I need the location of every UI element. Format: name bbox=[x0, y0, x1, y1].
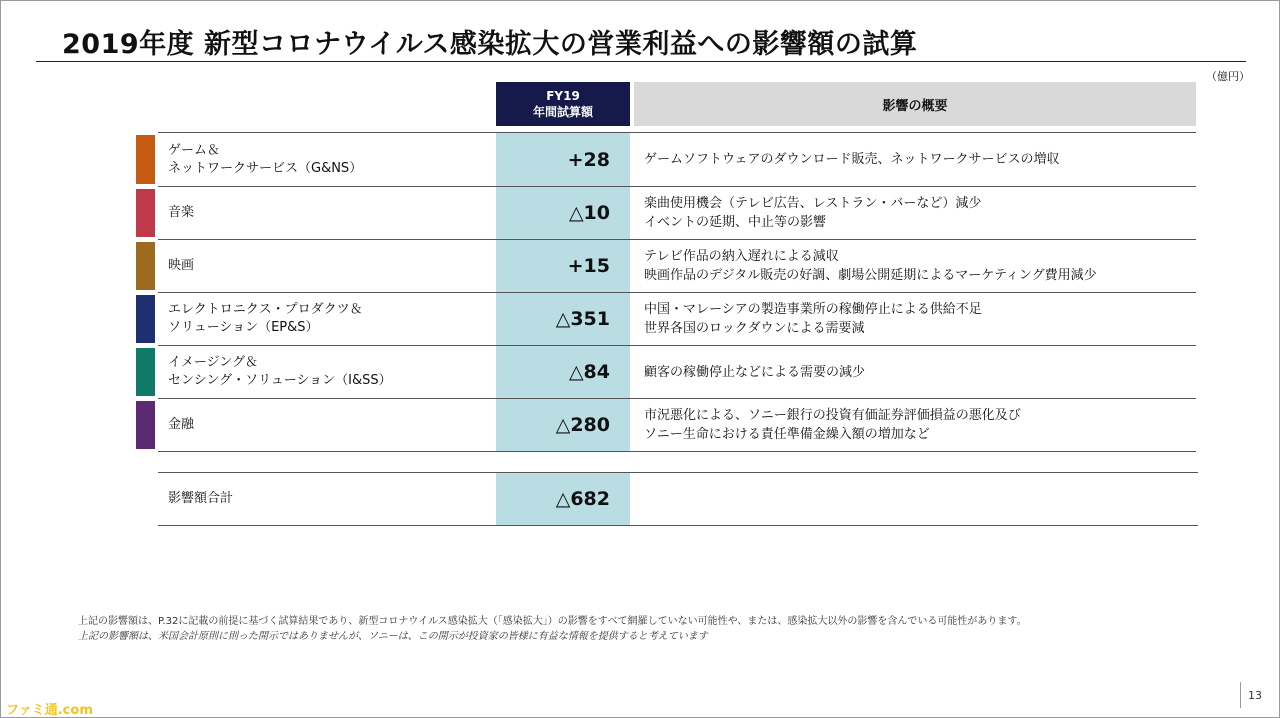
total-label: 影響額合計 bbox=[168, 491, 234, 506]
summary-header-label: 影響の概要 bbox=[882, 98, 948, 114]
segment-name bbox=[168, 346, 498, 398]
description-line: 市況悪化による、ソニー銀行の投資有価証券評価損益の悪化及び bbox=[644, 408, 1021, 423]
description-line: テレビ作品の納入遅れによる減収 bbox=[644, 249, 839, 264]
table-row-music bbox=[158, 187, 1196, 240]
impact-description bbox=[644, 240, 1194, 292]
page-number: 13 bbox=[1248, 689, 1262, 702]
segment-name bbox=[168, 399, 498, 451]
table-row-financial bbox=[158, 399, 1196, 452]
segment-color-bar bbox=[136, 242, 155, 290]
description-line: 中国・マレーシアの製造事業所の稼働停止による供給不足 bbox=[644, 302, 982, 317]
impact-description bbox=[644, 399, 1194, 451]
segment-name bbox=[168, 293, 498, 345]
total-value-cell bbox=[496, 473, 630, 525]
segment-name-line: 音楽 bbox=[168, 205, 195, 220]
segment-color-bar bbox=[136, 348, 155, 396]
segment-name-line: ソリューション（EP&S） bbox=[168, 320, 319, 335]
table-row-pictures bbox=[158, 240, 1196, 293]
segment-name-line: エレクトロニクス・プロダクツ＆ bbox=[168, 302, 363, 317]
title-divider bbox=[36, 61, 1246, 62]
page-title: 2019年度 新型コロナウイルス感染拡大の営業利益への影響額の試算 bbox=[62, 29, 918, 60]
impact-value-cell bbox=[496, 187, 630, 239]
table-row-eps bbox=[158, 293, 1196, 346]
footnote-2: 上記の影響額は、米国会計原則に則った開示ではありませんが、ソニーは、この開示が投資家の皆様に有益な情報を提供すると考えています bbox=[78, 631, 708, 642]
description-line: ゲームソフトウェアのダウンロード販売、ネットワークサービスの増収 bbox=[644, 152, 1060, 167]
impact-description bbox=[644, 187, 1194, 239]
segment-color-bar bbox=[136, 189, 155, 237]
fy19-column-header bbox=[496, 82, 630, 126]
description-line: 世界各国のロックダウンによる需要減 bbox=[644, 321, 865, 336]
fy19-header-line2: 年間試算額 bbox=[532, 105, 593, 119]
total-value: △682 bbox=[555, 488, 610, 510]
table-row-total bbox=[158, 473, 1198, 526]
total-label-cell bbox=[168, 473, 498, 525]
summary-column-header bbox=[634, 82, 1196, 126]
footnote-1: 上記の影響額は、P.32に記載の前提に基づく試算結果であり、新型コロナウイルス感染拡大（「感染拡大」）の影響をすべて網羅していない可能性や、または、感染拡大以外の影響を含んでいる可能性があります。 bbox=[78, 616, 1027, 627]
segment-name-line: 映画 bbox=[168, 258, 195, 273]
fy19-header-line1: FY19 bbox=[546, 89, 580, 103]
segment-name bbox=[168, 133, 498, 186]
table-row-iss bbox=[158, 346, 1196, 399]
impact-value: +28 bbox=[567, 148, 610, 171]
impact-value: +15 bbox=[567, 255, 610, 277]
watermark-logo: ファミ通.com bbox=[6, 703, 93, 718]
footnotes bbox=[78, 614, 1027, 644]
impact-value: △351 bbox=[555, 308, 610, 330]
description-line: 顧客の稼働停止などによる需要の減少 bbox=[644, 364, 866, 380]
segment-name-line: センシング・ソリューション（I&SS） bbox=[168, 373, 392, 388]
impact-value-cell bbox=[496, 133, 630, 186]
segment-name bbox=[168, 240, 498, 292]
segment-name-line: イメージング＆ bbox=[168, 355, 259, 370]
description-line: イベントの延期、中止等の影響 bbox=[644, 215, 827, 230]
segment-name bbox=[168, 187, 498, 239]
segment-name-line: ネットワークサービス（G&NS） bbox=[168, 160, 363, 176]
impact-description bbox=[644, 293, 1194, 345]
impact-value: △280 bbox=[555, 414, 610, 436]
unit-label: （億円） bbox=[1206, 70, 1250, 83]
impact-value-cell bbox=[496, 293, 630, 345]
impact-description bbox=[644, 133, 1194, 186]
table-row-gns bbox=[158, 133, 1196, 187]
impact-value-cell bbox=[496, 240, 630, 292]
impact-value-cell bbox=[496, 399, 630, 451]
description-line: 楽曲使用機会（テレビ広告、レストラン・バーなど）減少 bbox=[644, 196, 982, 211]
impact-description bbox=[644, 346, 1194, 398]
segment-color-bar bbox=[136, 135, 155, 184]
segment-color-bar bbox=[136, 295, 155, 343]
page-number-divider bbox=[1240, 682, 1241, 708]
segment-color-bar bbox=[136, 401, 155, 449]
description-line: 映画作品のデジタル販売の好調、劇場公開延期によるマーケティング費用減少 bbox=[644, 268, 1097, 283]
description-line: ソニー生命における責任準備金繰入額の増加など bbox=[644, 427, 930, 442]
impact-value: △84 bbox=[568, 361, 610, 383]
impact-value-cell bbox=[496, 346, 630, 398]
impact-value: △10 bbox=[568, 202, 610, 224]
segment-name-line: 金融 bbox=[168, 417, 195, 432]
segment-name-line: ゲーム＆ bbox=[168, 142, 221, 158]
